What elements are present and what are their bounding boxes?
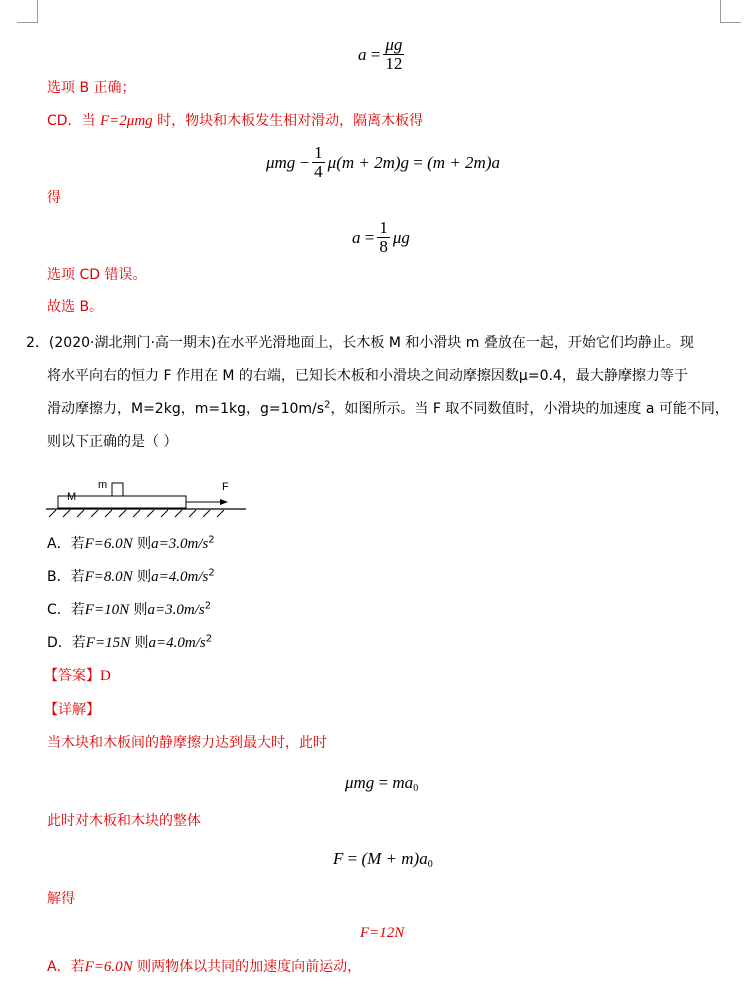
option-b: B．若F=8.0N 则$a=4.0m/s^2$ (47, 567, 215, 585)
text-option-a-analysis: A．若F=6.0N 则两物体以共同的加速度向前运动， (47, 959, 362, 975)
page-corner-left (17, 0, 38, 23)
text-max-static-friction: 当木块和木板间的静摩擦力达到最大时，此时 (47, 735, 327, 751)
equation-mumg-ma0: μmg = ma 0 (345, 773, 419, 794)
option-a: A．若F=6.0N 则$a=3.0m/s^2$ (47, 534, 215, 552)
text-de: 得 (47, 190, 61, 206)
equation-a-eighth-mug: a = $\frac{1}{8}$ μg (352, 218, 410, 256)
answer-line: 【答案】D (44, 668, 111, 684)
page-corner-right (720, 0, 741, 23)
text-option-b-correct: 选项 B 正确； (47, 80, 136, 96)
text-choose-b: 故选 B。 (47, 299, 104, 315)
text-whole-system: 此时对木板和木块的整体 (47, 813, 201, 829)
label-M: M (67, 491, 77, 503)
label-F: F (222, 481, 229, 493)
equation-f-total: F = (M + m)a 0 (333, 849, 433, 870)
text-cd-wrong: 选项 CD 错误。 (47, 267, 147, 283)
result-f-12n: F=12N (360, 925, 405, 941)
board-M (58, 496, 186, 508)
question-2-line-2: 将水平向右的恒力 F 作用在 M 的右端，已知长木板和小滑块之间动摩擦因数μ=0.4，最大静摩擦力等于 (47, 368, 688, 384)
option-c: C．若F=10N 则$a=3.0m/s^2$ (47, 600, 212, 618)
detail-label: 【详解】 (44, 702, 100, 718)
text-solve: 解得 (47, 891, 75, 907)
question-2-line-4: 则以下正确的是（ ） (47, 434, 178, 450)
label-m: m (98, 479, 108, 491)
block-m (112, 483, 123, 496)
board-block-diagram (42, 477, 247, 519)
question-2-line-1: 2．(2020·湖北荆门·高一期末)在水平光滑地面上，长木板 M 和小滑块 m 叠放在一起，开始它们均静止。现 (26, 335, 694, 351)
option-d: D．若F=15N 则$a=4.0m/s^2$ (47, 633, 213, 651)
question-2-line-3: 滑动摩擦力，M=2kg，m=1kg，$g=10m/s^2$，如图所示。当 F 取不同数值时，小滑块的加速度 a 可能不同， (47, 399, 729, 417)
text-cd-condition: CD．当 F=2μmg 时，物块和木板发生相对滑动，隔离木板得 (47, 113, 424, 129)
equation-a-mug-over-12: a = $\frac{\mu g}{12}$ (358, 35, 403, 73)
equation-board-isolation: μmg − $\frac{1}{4}$ μ(m + 2m)g = (m + 2m)a (266, 143, 500, 181)
